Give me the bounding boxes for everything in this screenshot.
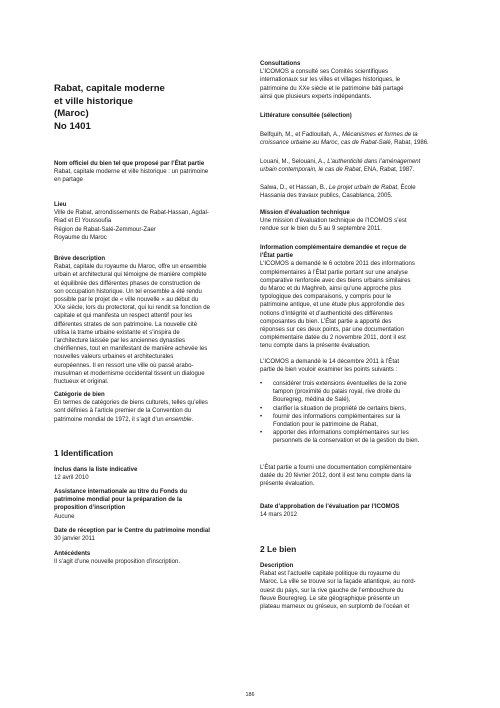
identification-item: Antécédents Il s’agit d’une nouvelle proposition d’inscription. bbox=[54, 551, 181, 566]
identification-item: Assistance internationale au titre du Fonds du patrimoine mondial pour la préparation de la proposition d’inscription Aucune bbox=[54, 489, 188, 520]
literature-heading: Littérature consultée (sélection) bbox=[260, 113, 352, 119]
literature-ref: Louani, M., Selouani, A., L’authenticité dans l’aménagement urbain contemporain, le cas de Rabat, ENA, Rabat, 1987. bbox=[260, 159, 421, 174]
document-title: Rabat, capitale moderne et ville historique (Maroc) No 1401 bbox=[54, 83, 165, 132]
mission-section: Mission d’évaluation technique Une mission d’évaluation technique de l’ICOMOS s’est rendue sur le bien du 5 au 9 septembre 2011. bbox=[260, 210, 407, 233]
info-para3: L’État partie a fourni une documentation complémentaire datée du 20 février 2012, dont il est tenu compte dans la présente évaluation. bbox=[260, 465, 412, 488]
literature-ref: Belfquih, M., et Fadloullah, A., Mécanismes et formes de la croissance urbaine au Maroc, cas de Rabat-Salé, Rabat, 1986. bbox=[260, 132, 429, 147]
identification-heading: 1 Identification bbox=[54, 448, 114, 458]
lieu-section: Lieu Ville de Rabat, arrondissements de Rabat-Hassan, Agdal- Riad et El Youssoufia Région de Rabat-Salé-Zemmour-Zaer Royaume du Maroc bbox=[54, 202, 209, 241]
description-section: Brève description Rabat, capitale du royaume du Maroc, offre un ensemble urbain et architectural qui témoigne de manière complète et équilibrée des différentes phases de construction de son occupation historique. Un tel ensemble a été rendu possible par le projet de « ville nouvelle » au début du XXe siècle, lors du protectorat, qui lui rendit sa fonction de capitale et qui manifesta un respect attentif pour les différentes strates de son patrimoine. La nouvelle cité utilisa la trame urbaine existante et s’inspira de l’architecture laissée par les anciennes dynasties chérifiennes, tout en manifestant de manière achevée les nouvelles valeurs urbaines et architecturales européennes. Il en ressort une ville où passé arabo- musulman et modernisme occidental tissent un dialogue fructueux et original. bbox=[54, 256, 210, 386]
info-section: Information complémentaire demandée et reçue de l’État partie L’ICOMOS a demandé le 6 octobre 2011 des informations complémentaires à l’État partie portant sur une analyse comparative renforcée avec des biens urbains similaires du Maroc et du Maghreb, ainsi qu’une approche plus typologique des comparaisons, y compris pour le patrimoine antique, et une étude plus approfondie des notions d’intégrité et d’authenticité des différentes composantes du bien. L’État partie a apporté des réponses sur ces deux points, par une documentation complémentaire datée du 2 novembre 2011, dont il est tenu compte dans la présente évaluation. bbox=[260, 245, 415, 350]
info-bullet-list: • considérer trois extensions éventuelles de la zone tampon (proximité du palais royal, rive droite du Bouregreg, médina de Salé), • clarifier la situation de propriété de certains biens, • fournir des informations complémentaires sur la Fondation pour le patrimoine de Rabat, • apporter des informations complémentaires sur les personnels de la conservation et de la gestion du bien. bbox=[260, 381, 420, 445]
info-para2: L’ICOMOS a demandé le 14 décembre 2011 à l’État partie de bien vouloir examiner les points suivants : bbox=[260, 359, 400, 374]
category-section: Catégorie de bien En termes de catégories de biens culturels, telles qu’elles sont définies à l’article premier de la Convention du patrimoine mondial de 1972, il s’agit d’un ensemble. bbox=[54, 392, 208, 423]
official-name-section: Nom officiel du bien tel que proposé par l’État partie Rabat, capitale moderne et ville historique : un patrimoine en partage bbox=[54, 161, 209, 184]
le-bien-description: Description Rabat est l’actuelle capitale politique du royaume du Maroc. La ville se trouve sur la façade atlantique, au nord- ouest du pays, sur la rive gauche de l’embouchure du fleuve Bouregreg. Le site géographique présente un plateau marneux ou gréseux, en surplomb de l’océan et bbox=[260, 563, 416, 611]
consultations-section: Consultations L’ICOMOS a consulté ses Comités scientifiques internationaux sur les villes et villages historiques, le patrimoine du XXe siècle et le patrimoine bâti partagé ainsi que plusieurs experts indépendants. bbox=[260, 61, 404, 100]
page-number: 186 bbox=[245, 692, 255, 698]
literature-ref: Salwa, D., et Hassan, B., Le projet urbain de Rabat, École Hassania des travaux publics, Casablanca, 2005. bbox=[260, 185, 416, 200]
identification-item: Inclus dans la liste indicative 12 avril 2010 bbox=[54, 467, 138, 482]
identification-item: Date de réception par le Centre du patrimoine mondial 30 janvier 2011 bbox=[54, 528, 210, 543]
le-bien-heading: 2 Le bien bbox=[260, 544, 297, 554]
approval-section: Date d’approbation de l’évaluation par l’ICOMOS 14 mars 2012 bbox=[260, 504, 400, 519]
